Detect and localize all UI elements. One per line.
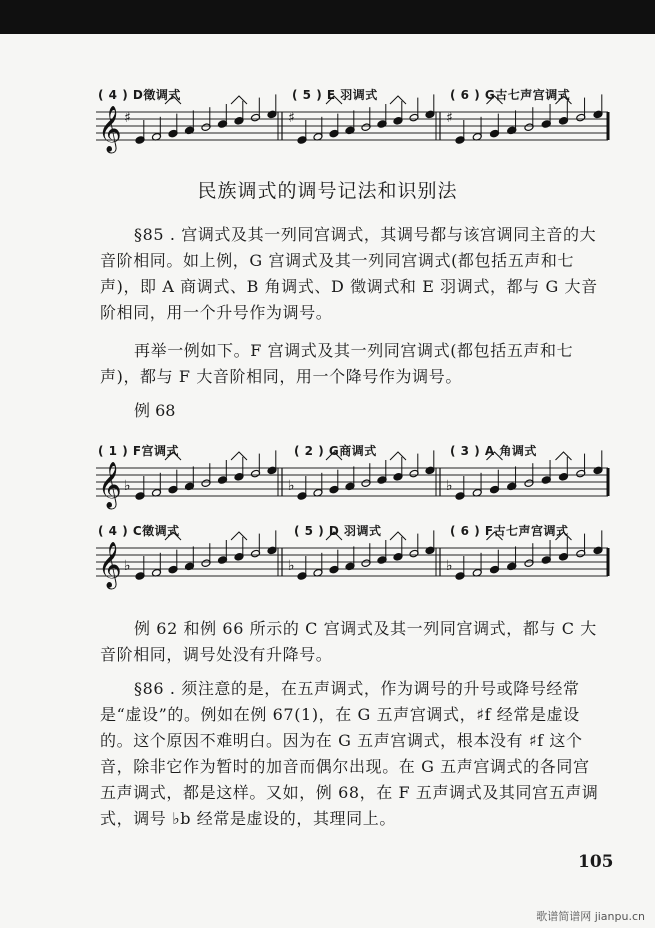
- accent-mark: [487, 96, 503, 104]
- page-number: 105: [578, 852, 614, 872]
- accent-mark: [487, 452, 503, 460]
- paragraph-86: §86 . 须注意的是，在五声调式，作为调号的升号或降号经常是“虚设”的。例如在例 67(1)，在 G 五声宫调式，♯f 经常是虚设的。这个原因不难明白。因为在 G 五声宫调式，根本没有 ♯f 这个音，除非它作为暂时的加音而偶尔出现。在 G 五声宫调式的各同宫五声调式，都是这样。又如，例 68，在 F 五声调式及其同宫五声调式，调号 ♭b 经常是虚设的，其理同上。: [100, 679, 599, 828]
- key-signature: ♭: [288, 558, 295, 574]
- treble-clef: 𝄞: [98, 542, 122, 588]
- top-band: [0, 0, 655, 34]
- accent-mark: [231, 532, 247, 540]
- staff-label: ( 2 ) G商调式: [294, 444, 377, 458]
- staff-label: ( 4 ) C徵调式: [98, 524, 180, 538]
- treble-clef: 𝄞: [98, 106, 122, 152]
- accent-mark: [165, 452, 181, 460]
- section-heading: 民族调式的调号记法和识别法: [197, 180, 458, 202]
- accent-mark: [165, 96, 181, 104]
- accent-mark: [556, 452, 572, 460]
- accent-mark: [326, 96, 342, 104]
- staff-label: ( 6 ) F古七声宫调式: [450, 524, 569, 538]
- staff-label: ( 1 ) F宫调式: [98, 444, 180, 458]
- paragraph-example: 再举一例如下。F 宫调式及其一列同宫调式(都包括五声和七声)，都与 F 大音阶相同，用一个降号作为调号。: [100, 341, 574, 386]
- accent-mark: [390, 452, 406, 460]
- accent-mark: [326, 532, 342, 540]
- key-signature: ♭: [446, 478, 453, 494]
- paragraph-85: §85 . 宫调式及其一列同宫调式，其调号都与该宫调同主音的大音阶相同。如上例，G 宫调式及其一列同宫调式(都包括五声和七声)，即 A 商调式、B 角调式、D 徵调式和 E 羽调式，都与 G 大音阶相同，用一个升号作为调号。: [100, 225, 598, 322]
- key-signature: ♭: [124, 558, 131, 574]
- accent-mark: [556, 96, 572, 104]
- staff-label: ( 3 ) A 角调式: [450, 444, 537, 458]
- accent-mark: [231, 96, 247, 104]
- key-signature: ♭: [446, 558, 453, 574]
- accent-mark: [556, 532, 572, 540]
- key-signature: ♯: [124, 110, 131, 126]
- staff-row-3: [0, 516, 655, 626]
- accent-mark: [390, 532, 406, 540]
- paragraph-c-mode: 例 62 和例 66 所示的 C 宫调式及其一列同宫调式，都与 C 大音阶相同，调号处没有升降号。: [100, 619, 597, 664]
- accent-mark: [165, 532, 181, 540]
- music-staff: [0, 516, 655, 626]
- accent-mark: [390, 96, 406, 104]
- key-signature: ♭: [288, 478, 295, 494]
- accent-mark: [231, 452, 247, 460]
- staff-label: ( 5 ) D 羽调式: [294, 524, 382, 538]
- example-label: 例 68: [134, 401, 176, 420]
- accent-mark: [487, 532, 503, 540]
- staff-label: ( 5 ) E 羽调式: [292, 88, 378, 102]
- staff-label: ( 4 ) D徵调式: [98, 88, 181, 102]
- staff-label: ( 6 ) G古七声宫调式: [450, 88, 571, 102]
- watermark: 歌谱简谱网 jianpu.cn: [536, 910, 645, 923]
- staff-row-1: [0, 80, 655, 190]
- accent-mark: [326, 452, 342, 460]
- key-signature: ♯: [446, 110, 453, 126]
- treble-clef: 𝄞: [98, 462, 122, 508]
- key-signature: ♭: [124, 478, 131, 494]
- key-signature: ♯: [288, 110, 295, 126]
- music-staff: [0, 80, 655, 190]
